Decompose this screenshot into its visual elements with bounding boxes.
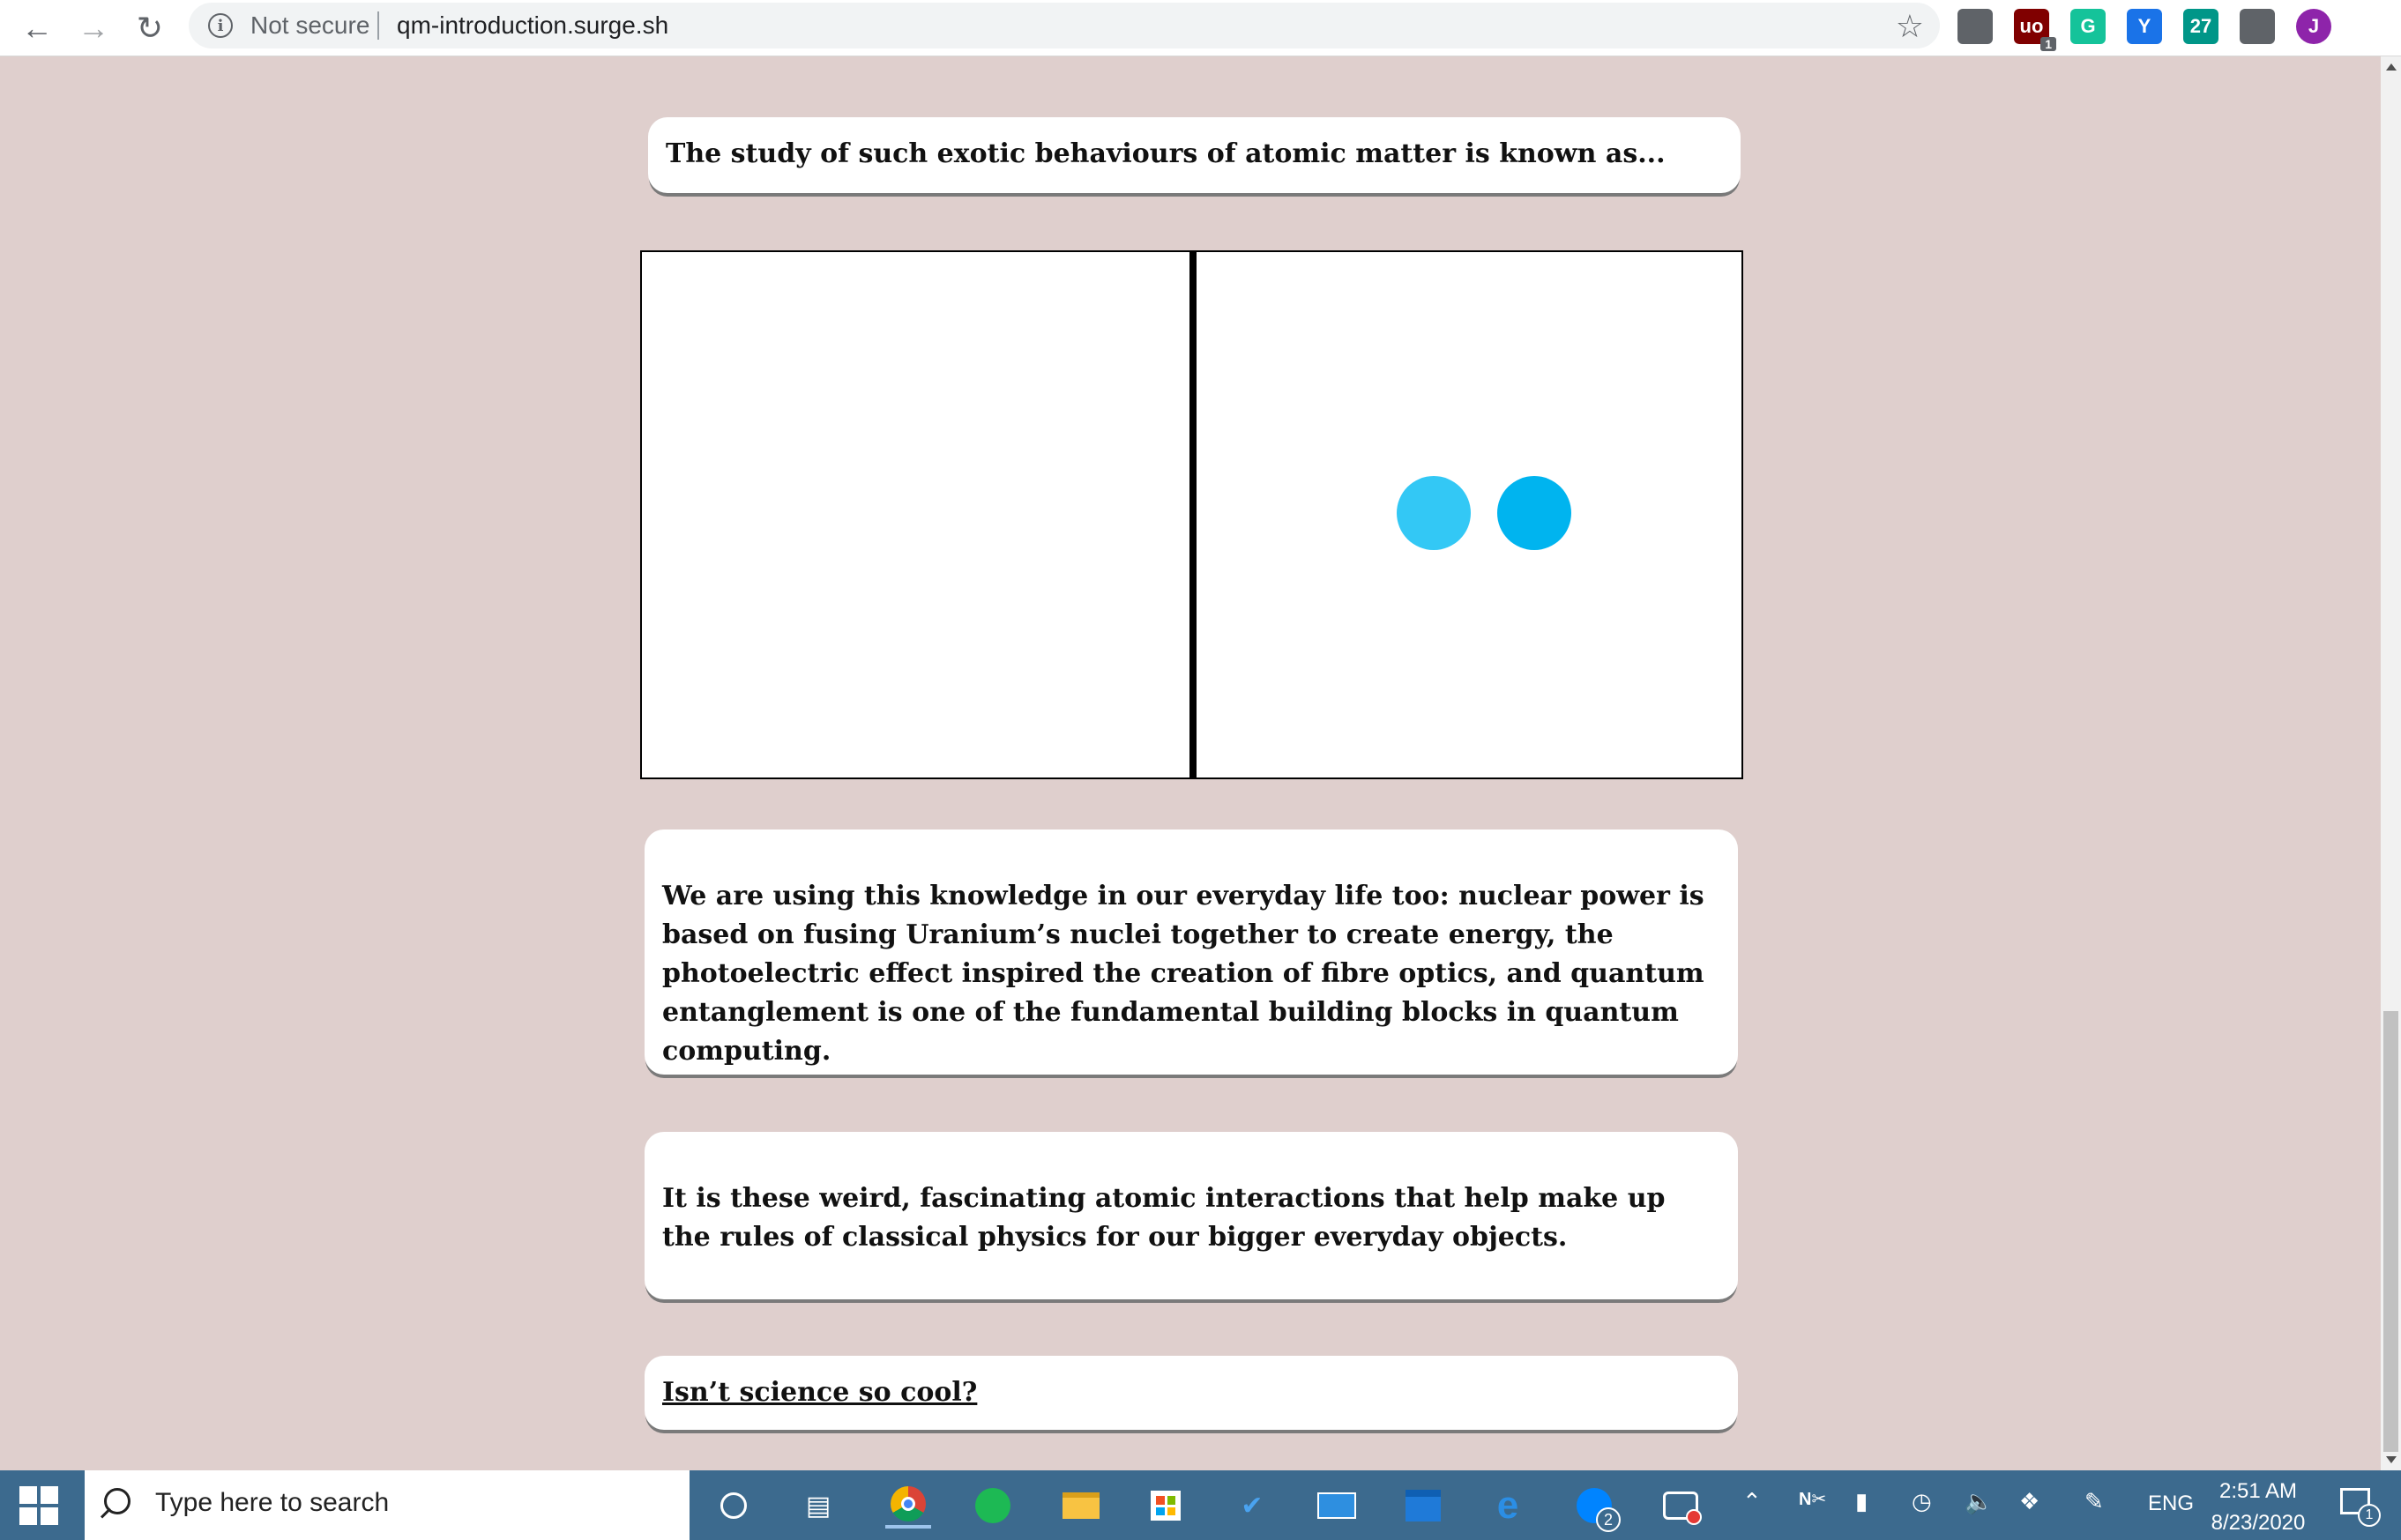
intro-text: The study of such exotic behaviours of atomic matter is known as... — [666, 138, 1666, 169]
classical-card — [645, 1132, 1738, 1299]
screen-recorder-icon[interactable] — [1658, 1483, 1704, 1529]
task-view-icon[interactable]: ▤ — [805, 1491, 831, 1521]
battery-icon[interactable]: ▮ — [1855, 1488, 1868, 1514]
grammarly-extension-icon[interactable]: G — [2070, 9, 2106, 44]
pen-workspace-icon[interactable]: ✎ — [2084, 1488, 2104, 1514]
usage-text: We are using this knowledge in our everyday life too: nuclear power is based on fusing Uranium’s nuclei together to create energy, the photoelectric effect inspired the creation of fibre optics, and quantum entanglement is one of the fundamental building blocks in quantum computing. — [662, 881, 1704, 1067]
closing-link[interactable]: Isn’t science so cool? — [662, 1377, 978, 1408]
simulation-canvas — [640, 250, 1743, 779]
store-icon[interactable] — [1143, 1483, 1189, 1529]
scroll-thumb[interactable] — [2383, 1011, 2398, 1452]
dropbox-icon[interactable]: ❖ — [2019, 1488, 2040, 1514]
calendar-extension-icon[interactable]: 27 — [2183, 9, 2218, 44]
browser-toolbar — [0, 0, 2401, 56]
vertical-scrollbar[interactable] — [2381, 56, 2401, 1470]
reload-icon[interactable]: ↻ — [136, 10, 164, 46]
usage-card — [645, 830, 1738, 1075]
wifi-icon[interactable]: ◷ — [1912, 1488, 1932, 1514]
scroll-up-icon[interactable] — [2386, 63, 2397, 71]
onenote-tray-icon[interactable]: N✂ — [1799, 1490, 1827, 1509]
intro-card — [648, 117, 1741, 193]
taskbar-search[interactable] — [85, 1470, 690, 1540]
spotify-icon[interactable] — [970, 1483, 1016, 1529]
messenger-icon[interactable] — [1571, 1483, 1617, 1529]
profile-avatar[interactable]: J — [2296, 9, 2331, 44]
back-arrow-icon[interactable]: ← — [21, 10, 53, 46]
y-extension-icon[interactable]: Y — [2127, 9, 2162, 44]
info-icon[interactable]: i — [208, 13, 233, 38]
search-placeholder: Type here to search — [155, 1488, 390, 1517]
scroll-down-icon[interactable] — [2386, 1456, 2397, 1463]
notification-count: 1 — [2358, 1504, 2381, 1527]
volume-icon[interactable]: 🔈 — [1965, 1488, 1994, 1514]
messenger-badge: 2 — [1596, 1507, 1621, 1532]
search-icon — [104, 1488, 130, 1514]
url-text[interactable]: qm-introduction.surge.sh — [397, 11, 669, 39]
windows-taskbar — [0, 1470, 2401, 1540]
puzzle-extension-icon[interactable] — [2240, 9, 2275, 44]
bulb-extension-icon[interactable] — [1957, 9, 1993, 44]
windows-start-icon[interactable] — [19, 1486, 58, 1525]
language-indicator[interactable]: ENG — [2148, 1492, 2195, 1515]
notification-center-icon[interactable] — [2340, 1488, 2374, 1522]
mail-icon[interactable] — [1314, 1483, 1360, 1529]
security-label[interactable]: Not secure — [250, 11, 370, 39]
clock-time: 2:51 AM — [2218, 1479, 2298, 1503]
page-content — [0, 56, 2381, 1470]
classical-text: It is these weird, fascinating atomic interactions that help make up the rules of classical physics for our bigger everyday objects. — [662, 1183, 1666, 1253]
ublock-extension-icon[interactable]: uo 1 — [2014, 9, 2049, 44]
system-clock[interactable] — [2201, 1476, 2315, 1539]
address-divider — [377, 11, 379, 40]
tray-expand-icon[interactable]: ⌃ — [1742, 1488, 1762, 1514]
particle-2 — [1497, 476, 1571, 550]
particle-1 — [1397, 476, 1471, 550]
clock-date: 8/23/2020 — [2211, 1511, 2306, 1535]
closing-card — [645, 1356, 1738, 1430]
barrier-wall — [1189, 252, 1197, 777]
file-explorer-icon[interactable] — [1058, 1483, 1104, 1529]
cortana-icon[interactable] — [711, 1483, 757, 1529]
extension-badge: 1 — [2040, 37, 2056, 51]
bookmark-star-icon[interactable]: ☆ — [1895, 8, 1924, 44]
todo-check-icon[interactable]: ✔ — [1241, 1491, 1264, 1521]
address-bar[interactable] — [189, 3, 1940, 48]
chrome-taskbar-icon[interactable] — [885, 1483, 931, 1529]
calendar-icon[interactable] — [1400, 1483, 1446, 1529]
edge-icon[interactable]: e — [1496, 1484, 1519, 1527]
forward-arrow-icon[interactable]: → — [78, 10, 109, 46]
